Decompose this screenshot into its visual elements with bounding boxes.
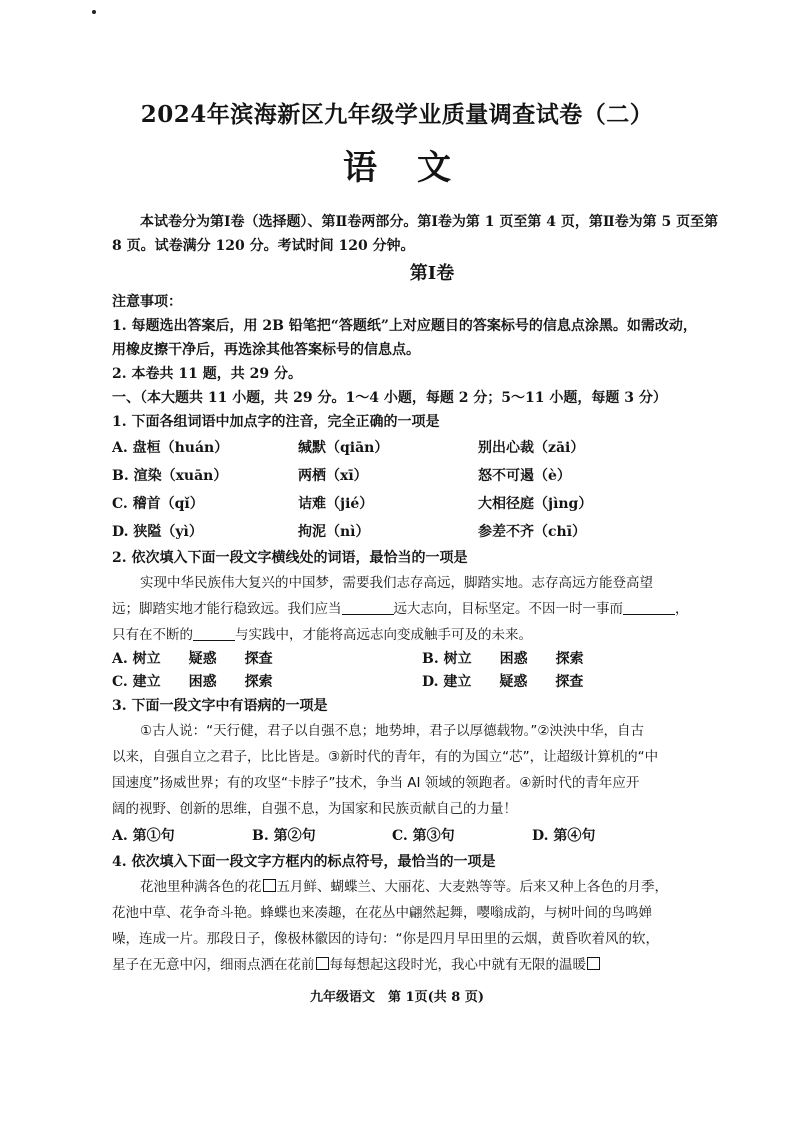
option-cell: 两栖（xī） <box>298 468 368 484</box>
option-cell: 拘泥（nì） <box>298 524 370 540</box>
notes-heading: 注意事项： <box>112 294 182 310</box>
option-cell: 大相径庭（jìng） <box>478 496 593 512</box>
exam-title: 2024年滨海新区九年级学业质量调查试卷（二） <box>140 101 654 128</box>
question-3-passage-line: 以来，自强自立之君子，比比皆是。③新时代的青年，有的为国立“芯”，让超级计算机的“中 <box>112 749 659 765</box>
notes-item: 2. 本卷共 11 题，共 29 分。 <box>112 366 302 382</box>
question-2-stem: 2. 依次填入下面一段文字横线处的词语，最恰当的一项是 <box>112 550 468 566</box>
option-cell: A. 第①句 <box>112 828 175 844</box>
passage-text: 与实践中，才能将高远志向变成触手可及的未来。 <box>235 627 532 643</box>
question-4-passage-line <box>112 874 752 900</box>
question-1-option-row <box>112 490 752 518</box>
subject-title: 语文 <box>343 148 491 188</box>
question-2-passage-line: 实现中华民族伟大复兴的中国梦，需要我们志存高远，脚踏实地。志存高远方能登高望 <box>140 575 653 591</box>
question-1-stem: 1. 下面各组词语中加点字的注音，完全正确的一项是 <box>112 414 440 430</box>
question-3-passage-line: 国速度”扬威世界；有的攻坚“卡脖子”技术，争当 AI 领域的领跑者。④新时代的青年应开 <box>112 775 640 791</box>
volume-title: 第Ⅰ卷 <box>409 263 455 284</box>
passage-text: 只有在不断的 <box>112 627 193 643</box>
question-4-passage-line: 噪，连成一片。那段日子，像极林徽因的诗句：“你是四月早田里的云烟，黄昏吹着风的软， <box>112 931 659 947</box>
passage-text: 远大志向，目标坚定。不因一时一事而 <box>393 601 623 617</box>
question-2-passage-line <box>112 622 752 648</box>
question-3-option-row <box>112 822 752 850</box>
scan-speck <box>92 10 96 14</box>
notes-item: 1. 每题选出答案后，用 2B 铅笔把“答题纸”上对应题目的答案标号的信息点涂黑。如需改动， <box>112 318 697 334</box>
question-3-passage-line: ①古人说：“天行健，君子以自强不息；地势坤，君子以厚德载物。”②泱泱中华，自古 <box>140 723 644 739</box>
option-cell: C. 第③句 <box>392 828 455 844</box>
question-3-passage-line: 阔的视野、创新的思维，自强不息，为国家和民族贡献自己的力量！ <box>112 801 517 817</box>
passage-text: 每每想起这段时光，我心中就有无限的温暖 <box>329 957 586 973</box>
question-4-passage-line <box>112 952 752 978</box>
option-cell: 别出心裁（zāi） <box>478 440 585 456</box>
question-2-option-row <box>112 648 752 671</box>
option-cell: D. 第④句 <box>532 828 596 844</box>
option-cell: 怒不可遏（è） <box>478 468 571 484</box>
option-cell: B. 渲染（xuān） <box>112 468 228 484</box>
passage-text: 五月鲜、蝴蝶兰、大丽花、大麦熟等等。后来又种上各色的月季， <box>276 879 668 895</box>
question-1-option-row <box>112 434 752 462</box>
page-footer: 九年级语文 第 1页(共 8 页) <box>310 990 484 1005</box>
passage-text: 花池里种满各色的花 <box>140 879 262 895</box>
punctuation-box <box>316 957 329 970</box>
option-cell: C. 稽首（qǐ） <box>112 496 204 512</box>
intro-line: 8 页。试卷满分 120 分。考试时间 120 分钟。 <box>112 238 415 254</box>
option-cell: C. 建立 困惑 探索 <box>112 674 273 690</box>
option-cell: 参差不齐（chī） <box>478 524 587 540</box>
option-cell: 缄默（qiān） <box>298 440 389 456</box>
fill-blank <box>193 626 235 641</box>
intro-line: 本试卷分为第Ⅰ卷（选择题）、第Ⅱ卷两部分。第Ⅰ卷为第 1 页至第 4 页，第Ⅱ卷为第 5 页至第 <box>140 214 719 230</box>
punctuation-box <box>587 957 600 970</box>
option-cell: A. 树立 疑惑 探查 <box>112 651 273 667</box>
passage-text: ， <box>675 601 689 617</box>
option-cell: D. 建立 疑惑 探查 <box>422 674 584 690</box>
fill-blank <box>342 600 394 615</box>
question-4-stem: 4. 依次填入下面一段文字方框内的标点符号，最恰当的一项是 <box>112 854 496 870</box>
question-1-option-row <box>112 462 752 490</box>
question-2-passage-line <box>112 596 752 622</box>
option-cell: A. 盘桓（huán） <box>112 440 229 456</box>
punctuation-box <box>263 879 276 892</box>
fill-blank <box>623 600 675 615</box>
exam-content <box>112 210 752 978</box>
question-1-option-row <box>112 518 752 546</box>
option-cell: D. 狭隘（yì） <box>112 524 203 540</box>
question-3-stem: 3. 下面一段文字中有语病的一项是 <box>112 698 328 714</box>
option-cell: B. 第②句 <box>252 828 316 844</box>
notes-item: 用橡皮擦干净后，再选涂其他答案标号的信息点。 <box>112 342 420 358</box>
section-heading: 一、（本大题共 11 小题，共 29 分。1～4 小题，每题 2 分；5～11 小题，每题 3 分） <box>112 390 667 406</box>
passage-text: 星子在无意中闪，细雨点洒在花前 <box>112 957 315 973</box>
passage-text: 远；脚踏实地才能行稳致远。我们应当 <box>112 601 342 617</box>
question-2-option-row <box>112 671 752 694</box>
option-cell: 诘难（jié） <box>298 496 374 512</box>
option-cell: B. 树立 困惑 探索 <box>422 651 584 667</box>
question-4-passage-line: 花池中草、花争奇斗艳。蜂蝶也来凑趣，在花丛中翩然起舞，嘤嗡成韵，与树叶间的鸟鸣婵 <box>112 905 652 921</box>
